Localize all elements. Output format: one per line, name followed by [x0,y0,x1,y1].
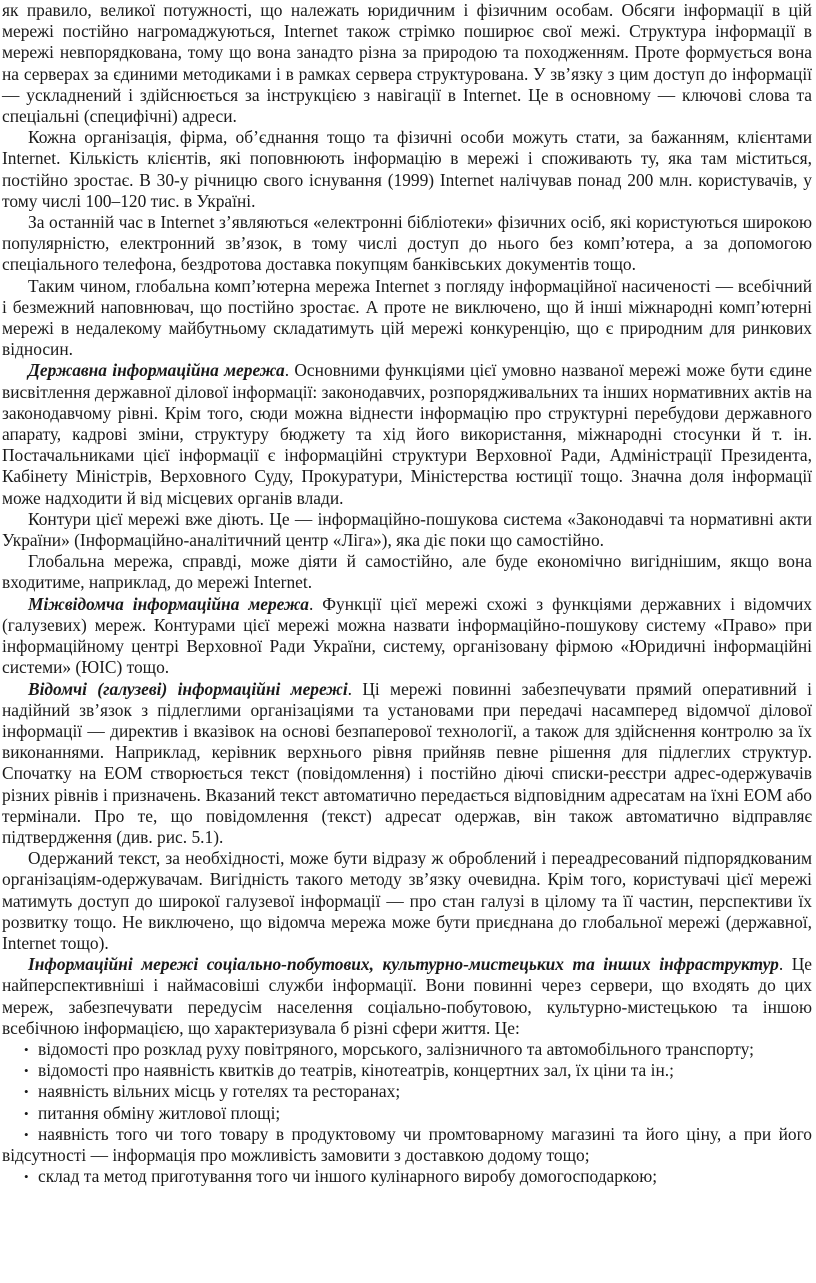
term-interdepartmental-network: Міжвідомча інформаційна мережа [28,593,309,614]
state-network-text: . Основними функціями цієї умовно названої мережі може бути єдине висвітлення державної ділової інформації: законодавчих, розпорядживальних та інших нормативних актів на законодавчому рівні. Крім того, сюди можна віднести інформацію про структурні перебудови державного апарату, кадрові зміни, структуру бюджету та хід його використання, міжнародні стосунки й т. ін. Постачальниками цієї інформації є інформаційні структури Верховної Ради, Адміністрації Президента, Кабінету Міністрів, Верховного Суду, Прокуратури, Міністерства юстиції тощо. Значна доля інформації може надходити й від місцевих органів влади. [2,360,812,508]
term-infrastructure-networks: Інформаційні мережі соціально-побутових, культурно-мистецьких та інших інфраструктур [28,954,779,975]
paragraph-interdepartmental-network [2,594,812,679]
bullet-icon: • [24,1084,29,1100]
bullet-icon: • [24,1105,29,1121]
list-item-text: наявність вільних місць у готелях та ресторанах; [38,1081,401,1102]
bullet-icon: • [24,1126,29,1142]
list-item [2,1081,812,1102]
departmental-networks-text: . Ці мережі повинні забезпечувати прямий оперативний і надійний зв’язок з підлеглими організаціями та установами при передачі насамперед відомчої ділової інформації — директив і вказівок на основі безпаперової технології, а також для здійснення контролю за їх виконаннями. Наприклад, керівник верхнього рівня прийняв певне рішення для підлеглих структур. Спочатку на ЕОМ створюється текст (повідомлення) і постійно діючі списки-реєстри адрес-одержувачів різних рівнів і призначень. Вказаний текст автоматично передається відповідним адресатам на їхні ЕОМ або термінали. Про те, що повідомлення (текст) адресат одержав, він також автоматично відправляє підтвердження (див. рис. 5.1). [2,678,813,847]
list-item-text: відомості про наявність квитків до театрів, кінотеатрів, концертних зал, їх ціни та ін.; [38,1060,674,1081]
list-item [2,1039,812,1060]
list-item-text: відомості про розклад руху повітряного, морського, залізничного та автомобільного транспорту; [38,1038,754,1059]
term-state-network: Державна інформаційна мережа [28,360,285,381]
infrastructure-networks-text: . Це найперспективніші і наймасовіші служби інформації. Вони повинні через сервери, що входять до цих мереж, забезпечувати передусім населення соціально-побутовою, культурно-мистецькою та іншою всебічною інформацією, що характеризувала б різні сфери життя. Це: [2,954,812,1038]
bullet-icon: • [24,1041,29,1057]
paragraph-electronic-libraries: За останній час в Internet з’являються «електронні бібліотеки» фізичних осіб, які користуються широкою популярністю, електронний зв’язок, в тому числі доступ до нього без комп’ютера, а за допомогою спеціального телефона, бездротова доставка покупцям банківських документів тощо. [2,212,812,275]
paragraph-global-network-summary: Таким чином, глобальна комп’ютерна мережа Internet з погляду інформаційної насиченості — всебічний і безмежний наповнювач, що постійно зростає. А проте не виключено, що й інші міжнародні комп’ютерні мережі в недалекому майбутньому складатимуть цій мережі конкуренцію, що є природним для ринкових відносин. [2,275,812,360]
paragraph-received-text: Одержаний текст, за необхідності, може бути відразу ж оброблений і переадресований підпорядкованим організаціям-одержувачам. Вигідність такого методу зв’язку очевидна. Крім того, користувачі цієї мережі матимуть доступ до широкої галузевої інформації — про стан галузі в цілому та її частин, перспективи їх розвитку тощо. Не виключено, що відомча мережа може бути приєднана до глобальної мережі (державної, Internet тощо). [2,848,812,953]
paragraph-global-network-independence: Глобальна мережа, справді, може діяти й самостійно, але буде економічно вигіднішим, якщо вона входитиме, наприклад, до мережі Internet. [2,551,812,593]
paragraph-infrastructure-networks [2,954,812,1039]
bullet-icon: • [24,1063,29,1079]
list-item-text: наявність того чи того товару в продуктовому чи промтоварному магазині та його ціну, а при його відсутності — інформація про можливість замовити з доставкою додому тощо; [2,1123,812,1165]
list-item-text: склад та метод приготування того чи іншого кулінарного виробу домогосподаркою; [38,1166,658,1187]
list-item [2,1103,812,1124]
list-item-text: питання обміну житлової площі; [38,1102,281,1123]
paragraph-internet-structure: як правило, великої потужності, що належать юридичним і фізичним особам. Обсяги інформації в цій мережі постійно нагромаджуються, Internet також стрімко поширює свої межі. Структура інформації в мережі невпорядкована, тому що вона занадто різна за природою та походженням. Проте формується вона на серверах за єдиними методиками і в рамках сервера структурована. У зв’язку з цим доступ до інформації — ускладнений і здійснюється за інструкцією з навігації в Internet. Це в основному — ключові слова та спеціальні (специфічні) адреси. [2,0,813,127]
paragraph-internet-clients: Кожна організація, фірма, об’єднання тощо та фізичні особи можуть стати, за бажанням, клієнтами Internet. Кількість клієнтів, які поповнюють інформацію в мережі і споживають ту, яка там міститься, постійно зростає. В 30-у річницю свого існування (1999) Internet налічував понад 200 млн. користувачів, у тому числі 100–120 тис. в Україні. [2,127,812,211]
paragraph-departmental-networks [2,679,812,849]
term-departmental-networks: Відомчі (галузеві) інформаційні мережі [28,678,348,699]
list-item [2,1060,812,1081]
paragraph-state-network [2,360,812,508]
info-services-list [2,1039,812,1187]
interdepartmental-network-text: . Функції цієї мережі схожі з функціями державних і відомчих (галузевих) мереж. Контурами цієї мережі можна назвати інформаційно-пошукову систему «Право» при інформаційному центрі Верховної Ради України, систему, організовану фірмою «Юридичні інформаційні системи» (ЮІС) тощо. [2,593,813,678]
paragraph-network-contours: Контури цієї мережі вже діють. Це — інформаційно-пошукова система «Законодавчі та нормативні акти України» (Інформаційно-аналітичний центр «Ліга»), яка діє поки що самостійно. [2,508,812,551]
list-item [2,1166,812,1187]
bullet-icon: • [24,1169,29,1185]
list-item [2,1124,812,1166]
